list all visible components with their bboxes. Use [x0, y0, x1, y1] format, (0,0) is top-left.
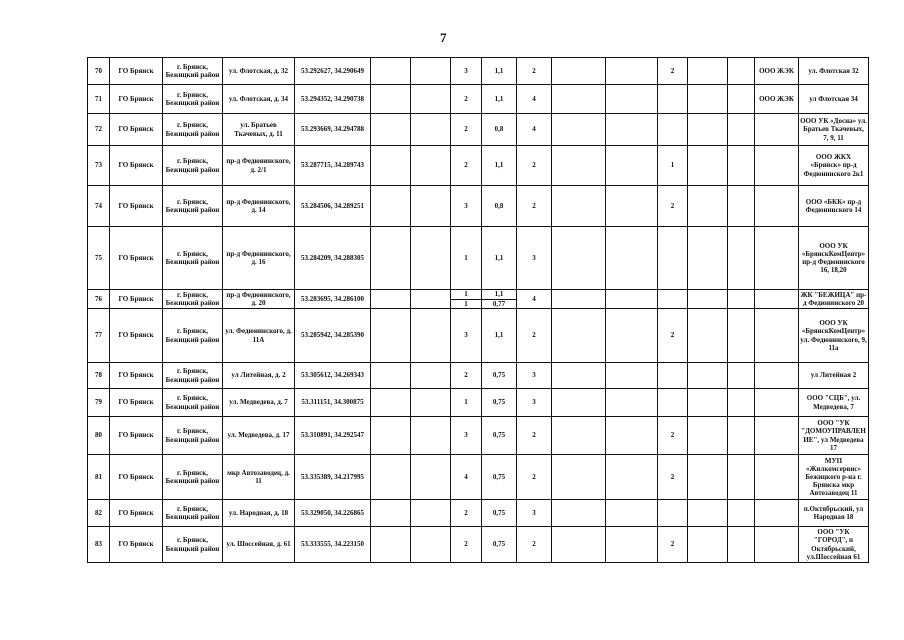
- empty-cell: [606, 500, 658, 527]
- address-cell: ул. Флотская, д. 32: [223, 58, 295, 85]
- district-cell: ГО Брянск: [110, 85, 163, 114]
- empty-cell: [371, 500, 411, 527]
- served-objects-cell: ООО УК «Досна» ул. Братьев Ткачевых, 7, 9, 11: [799, 114, 869, 146]
- served-objects-cell: МУП «Жилкомсервис» Бежицкого р-на г. Брянска мкр Автозаводец 11: [799, 455, 869, 500]
- table-row: [88, 389, 869, 417]
- empty-cell: [411, 363, 451, 389]
- empty-cell: [728, 227, 755, 290]
- address-cell: ул. Братьев Ткачевых, д. 11: [223, 114, 295, 146]
- surface-type-cell: 3: [517, 389, 552, 417]
- row-number: 80: [88, 417, 110, 455]
- empty-cell: [728, 363, 755, 389]
- locality-cell: г. Брянск, Бежицкий район: [163, 290, 223, 309]
- container-count-cell: 3: [451, 309, 482, 363]
- empty-cell: [606, 417, 658, 455]
- empty-cell: [688, 290, 728, 309]
- empty-cell: [411, 58, 451, 85]
- empty-cell: [411, 85, 451, 114]
- empty-cell: [728, 309, 755, 363]
- container-count-cell: 3: [451, 58, 482, 85]
- fence-count-cell: 1: [658, 146, 688, 186]
- address-cell: ул. Шоссейная, д. 61: [223, 527, 295, 563]
- surface-type-cell: 2: [517, 146, 552, 186]
- address-cell: ул. Медведева, д. 7: [223, 389, 295, 417]
- coordinates-cell: 53.284506, 34.289251: [295, 186, 371, 227]
- empty-cell: [688, 309, 728, 363]
- container-count-cell: 2: [451, 500, 482, 527]
- table-row: [88, 146, 869, 186]
- container-volume-cell: 1,1: [482, 58, 517, 85]
- surface-type-cell: 3: [517, 227, 552, 290]
- row-number: 73: [88, 146, 110, 186]
- surface-type-cell: 4: [517, 114, 552, 146]
- container-volume-cell: 0,75: [482, 527, 517, 563]
- container-volume-cell: 1,1: [482, 85, 517, 114]
- container-volume-cell: 1,1: [482, 227, 517, 290]
- empty-cell: [552, 146, 606, 186]
- empty-cell: [371, 85, 411, 114]
- table-row: [88, 309, 869, 363]
- served-objects-cell: ЖК "БЕЖИЦА" пр-д Федюнинского 20: [799, 290, 869, 309]
- owner-cell: [755, 389, 799, 417]
- fence-count-cell: [658, 227, 688, 290]
- district-cell: ГО Брянск: [110, 58, 163, 85]
- empty-cell: [552, 85, 606, 114]
- container-count-cell: 2: [451, 85, 482, 114]
- container-volume-cell: 1,1: [482, 146, 517, 186]
- row-number: 74: [88, 186, 110, 227]
- container-count-cell: 3: [451, 186, 482, 227]
- container-count-cell: 3: [451, 417, 482, 455]
- empty-cell: [688, 417, 728, 455]
- surface-type-cell: 3: [517, 500, 552, 527]
- container-volume-cell: 0,75: [482, 455, 517, 500]
- surface-type-cell: 2: [517, 455, 552, 500]
- table-row: [88, 227, 869, 290]
- surface-type-cell: 4: [517, 290, 552, 309]
- container-volume-cell: 0,75: [482, 417, 517, 455]
- owner-cell: [755, 146, 799, 186]
- empty-cell: [411, 527, 451, 563]
- address-cell: ул. Флотская, д. 34: [223, 85, 295, 114]
- empty-cell: [728, 114, 755, 146]
- empty-cell: [371, 363, 411, 389]
- locality-cell: г. Брянск, Бежицкий район: [163, 85, 223, 114]
- container-count-cell: 2: [451, 527, 482, 563]
- empty-cell: [411, 290, 451, 309]
- fence-count-cell: [658, 85, 688, 114]
- container-count-cell: 2: [451, 363, 482, 389]
- owner-cell: [755, 527, 799, 563]
- coordinates-cell: 53.285942, 34.285390: [295, 309, 371, 363]
- empty-cell: [728, 186, 755, 227]
- locality-cell: г. Брянск, Бежицкий район: [163, 417, 223, 455]
- coordinates-cell: 53.293669, 34.294788: [295, 114, 371, 146]
- surface-type-cell: 4: [517, 85, 552, 114]
- table-row: [88, 417, 869, 455]
- page-number: 7: [440, 30, 447, 45]
- empty-cell: [606, 85, 658, 114]
- surface-type-cell: 2: [517, 527, 552, 563]
- fence-count-cell: 2: [658, 309, 688, 363]
- empty-cell: [606, 389, 658, 417]
- empty-cell: [552, 500, 606, 527]
- empty-cell: [552, 527, 606, 563]
- served-objects-cell: ООО УК «БрянскКомЦентр» пр-д Федюнинского 16, 18,20: [799, 227, 869, 290]
- address-cell: ул Литейная, д. 2: [223, 363, 295, 389]
- district-cell: ГО Брянск: [110, 114, 163, 146]
- coordinates-cell: 53.294352, 34.290738: [295, 85, 371, 114]
- row-number: 71: [88, 85, 110, 114]
- owner-cell: [755, 186, 799, 227]
- row-number: 79: [88, 389, 110, 417]
- empty-cell: [688, 455, 728, 500]
- empty-cell: [371, 389, 411, 417]
- empty-cell: [371, 455, 411, 500]
- empty-cell: [688, 58, 728, 85]
- fence-count-cell: [658, 114, 688, 146]
- empty-cell: [411, 417, 451, 455]
- register-table: [87, 57, 869, 563]
- empty-cell: [411, 114, 451, 146]
- district-cell: ГО Брянск: [110, 290, 163, 309]
- empty-cell: [728, 146, 755, 186]
- district-cell: ГО Брянск: [110, 363, 163, 389]
- empty-cell: [552, 309, 606, 363]
- address-cell: ул. Народная, д. 18: [223, 500, 295, 527]
- table-row: [88, 114, 869, 146]
- row-number: 70: [88, 58, 110, 85]
- empty-cell: [552, 227, 606, 290]
- locality-cell: г. Брянск, Бежицкий район: [163, 58, 223, 85]
- row-number: 82: [88, 500, 110, 527]
- empty-cell: [371, 527, 411, 563]
- row-number: 83: [88, 527, 110, 563]
- address-cell: пр-д Федюнинского, д. 14: [223, 186, 295, 227]
- empty-cell: [728, 527, 755, 563]
- district-cell: ГО Брянск: [110, 417, 163, 455]
- address-cell: мкр Автозаводец, д. 11: [223, 455, 295, 500]
- surface-type-cell: 2: [517, 417, 552, 455]
- empty-cell: [688, 527, 728, 563]
- coordinates-cell: 53.335389, 34.217995: [295, 455, 371, 500]
- address-cell: пр-д Федюнинского, д. 16: [223, 227, 295, 290]
- coordinates-cell: 53.292627, 34.290649: [295, 58, 371, 85]
- address-cell: пр-д Федюнинского, д. 20: [223, 290, 295, 309]
- owner-cell: [755, 114, 799, 146]
- empty-cell: [552, 417, 606, 455]
- owner-cell: ООО ЖЭК: [755, 85, 799, 114]
- empty-cell: [552, 290, 606, 309]
- empty-cell: [371, 309, 411, 363]
- fence-count-cell: 2: [658, 186, 688, 227]
- district-cell: ГО Брянск: [110, 527, 163, 563]
- owner-cell: [755, 455, 799, 500]
- empty-cell: [728, 85, 755, 114]
- served-objects-cell: ул Флотская 34: [799, 85, 869, 114]
- empty-cell: [371, 186, 411, 227]
- locality-cell: г. Брянск, Бежицкий район: [163, 527, 223, 563]
- fence-count-cell: 2: [658, 455, 688, 500]
- empty-cell: [606, 146, 658, 186]
- register-table-body: [88, 58, 869, 563]
- empty-cell: [371, 417, 411, 455]
- address-cell: ул. Федюнинского, д. 11А: [223, 309, 295, 363]
- value-upper: 1,1: [494, 290, 504, 299]
- empty-cell: [728, 389, 755, 417]
- district-cell: ГО Брянск: [110, 309, 163, 363]
- empty-cell: [728, 290, 755, 309]
- district-cell: ГО Брянск: [110, 227, 163, 290]
- fence-count-cell: 2: [658, 58, 688, 85]
- owner-cell: [755, 290, 799, 309]
- fence-count-cell: [658, 363, 688, 389]
- district-cell: ГО Брянск: [110, 455, 163, 500]
- locality-cell: г. Брянск, Бежицкий район: [163, 363, 223, 389]
- row-number: 78: [88, 363, 110, 389]
- address-cell: пр-д Федюнинского, д. 2/1: [223, 146, 295, 186]
- coordinates-cell: 53.305612, 34.269343: [295, 363, 371, 389]
- container-count-cell: 2: [451, 146, 482, 186]
- surface-type-cell: 2: [517, 58, 552, 85]
- owner-cell: [755, 227, 799, 290]
- empty-cell: [411, 186, 451, 227]
- container-count-cell: [451, 290, 482, 309]
- fence-count-cell: 2: [658, 527, 688, 563]
- row-number: 77: [88, 309, 110, 363]
- served-objects-cell: ООО «БКК» пр-д Федюнинского 14: [799, 186, 869, 227]
- table-row: [88, 290, 869, 309]
- empty-cell: [411, 389, 451, 417]
- empty-cell: [606, 455, 658, 500]
- locality-cell: г. Брянск, Бежицкий район: [163, 146, 223, 186]
- empty-cell: [552, 363, 606, 389]
- served-objects-cell: ООО "УК "ДОМОУПРАВЛЕНИЕ", ул Медведева 17: [799, 417, 869, 455]
- value-lower: 0,77: [482, 299, 516, 309]
- empty-cell: [411, 227, 451, 290]
- container-count-cell: 1: [451, 227, 482, 290]
- coordinates-cell: 53.283695, 34.286100: [295, 290, 371, 309]
- locality-cell: г. Брянск, Бежицкий район: [163, 227, 223, 290]
- container-count-cell: 1: [451, 389, 482, 417]
- coordinates-cell: 53.333555, 34.223150: [295, 527, 371, 563]
- empty-cell: [371, 114, 411, 146]
- district-cell: ГО Брянск: [110, 389, 163, 417]
- value-upper: 1: [464, 290, 468, 299]
- row-number: 75: [88, 227, 110, 290]
- container-count-cell: 2: [451, 114, 482, 146]
- table-row: [88, 58, 869, 85]
- table-row: [88, 500, 869, 527]
- empty-cell: [728, 417, 755, 455]
- surface-type-cell: 3: [517, 363, 552, 389]
- empty-cell: [411, 309, 451, 363]
- container-volume-cell: 0,8: [482, 186, 517, 227]
- fence-count-cell: [658, 500, 688, 527]
- table-row: [88, 186, 869, 227]
- container-volume-cell: 0,75: [482, 500, 517, 527]
- container-volume-cell: 0,75: [482, 363, 517, 389]
- owner-cell: [755, 500, 799, 527]
- coordinates-cell: 53.284209, 34.288305: [295, 227, 371, 290]
- row-number: 72: [88, 114, 110, 146]
- coordinates-cell: 53.310891, 34.292547: [295, 417, 371, 455]
- empty-cell: [411, 455, 451, 500]
- empty-cell: [606, 114, 658, 146]
- surface-type-cell: 2: [517, 186, 552, 227]
- container-volume-cell: [482, 290, 517, 309]
- owner-cell: ООО ЖЭК: [755, 58, 799, 85]
- locality-cell: г. Брянск, Бежицкий район: [163, 389, 223, 417]
- empty-cell: [552, 389, 606, 417]
- owner-cell: [755, 363, 799, 389]
- fence-count-cell: [658, 290, 688, 309]
- served-objects-cell: ООО "УК "ГОРОД", п Октябрьский, ул.Шоссейная 61: [799, 527, 869, 563]
- empty-cell: [688, 114, 728, 146]
- served-objects-cell: ООО УК «БрянскКомЦентр» ул. Федюнинского, 9, 11а: [799, 309, 869, 363]
- container-count-cell: 4: [451, 455, 482, 500]
- empty-cell: [411, 146, 451, 186]
- container-volume-cell: 0,8: [482, 114, 517, 146]
- empty-cell: [371, 290, 411, 309]
- empty-cell: [688, 186, 728, 227]
- empty-cell: [728, 500, 755, 527]
- empty-cell: [552, 455, 606, 500]
- coordinates-cell: 53.311151, 34.300875: [295, 389, 371, 417]
- locality-cell: г. Брянск, Бежицкий район: [163, 500, 223, 527]
- empty-cell: [552, 58, 606, 85]
- surface-type-cell: 2: [517, 309, 552, 363]
- empty-cell: [606, 309, 658, 363]
- empty-cell: [606, 527, 658, 563]
- empty-cell: [606, 227, 658, 290]
- owner-cell: [755, 309, 799, 363]
- container-volume-cell: 1,1: [482, 309, 517, 363]
- empty-cell: [606, 363, 658, 389]
- served-objects-cell: ул Литейная 2: [799, 363, 869, 389]
- empty-cell: [728, 58, 755, 85]
- district-cell: ГО Брянск: [110, 186, 163, 227]
- empty-cell: [606, 58, 658, 85]
- locality-cell: г. Брянск, Бежицкий район: [163, 114, 223, 146]
- table-row: [88, 85, 869, 114]
- coordinates-cell: 53.287715, 34.289743: [295, 146, 371, 186]
- served-objects-cell: ООО "СЦБ", ул. Медведева, 7: [799, 389, 869, 417]
- empty-cell: [688, 389, 728, 417]
- empty-cell: [688, 227, 728, 290]
- served-objects-cell: ул. Флотская 32: [799, 58, 869, 85]
- empty-cell: [552, 186, 606, 227]
- locality-cell: г. Брянск, Бежицкий район: [163, 309, 223, 363]
- empty-cell: [688, 146, 728, 186]
- empty-cell: [728, 455, 755, 500]
- owner-cell: [755, 417, 799, 455]
- district-cell: ГО Брянск: [110, 146, 163, 186]
- row-number: 81: [88, 455, 110, 500]
- empty-cell: [688, 363, 728, 389]
- fence-count-cell: [658, 389, 688, 417]
- empty-cell: [371, 227, 411, 290]
- table-row: [88, 527, 869, 563]
- table-row: [88, 455, 869, 500]
- empty-cell: [371, 146, 411, 186]
- fence-count-cell: 2: [658, 417, 688, 455]
- empty-cell: [552, 114, 606, 146]
- empty-cell: [411, 500, 451, 527]
- locality-cell: г. Брянск, Бежицкий район: [163, 186, 223, 227]
- empty-cell: [371, 58, 411, 85]
- table-row: [88, 363, 869, 389]
- locality-cell: г. Брянск, Бежицкий район: [163, 455, 223, 500]
- value-lower: 1: [451, 299, 481, 309]
- coordinates-cell: 53.329050, 34.226865: [295, 500, 371, 527]
- empty-cell: [606, 186, 658, 227]
- address-cell: ул. Медведева, д. 17: [223, 417, 295, 455]
- container-volume-cell: 0,75: [482, 389, 517, 417]
- district-cell: ГО Брянск: [110, 500, 163, 527]
- served-objects-cell: ООО ЖКХ «Брянск» пр-д Федюнинского 2к1: [799, 146, 869, 186]
- empty-cell: [688, 500, 728, 527]
- row-number: 76: [88, 290, 110, 309]
- empty-cell: [688, 85, 728, 114]
- served-objects-cell: п.Октябрьский, ул Народная 18: [799, 500, 869, 527]
- empty-cell: [606, 290, 658, 309]
